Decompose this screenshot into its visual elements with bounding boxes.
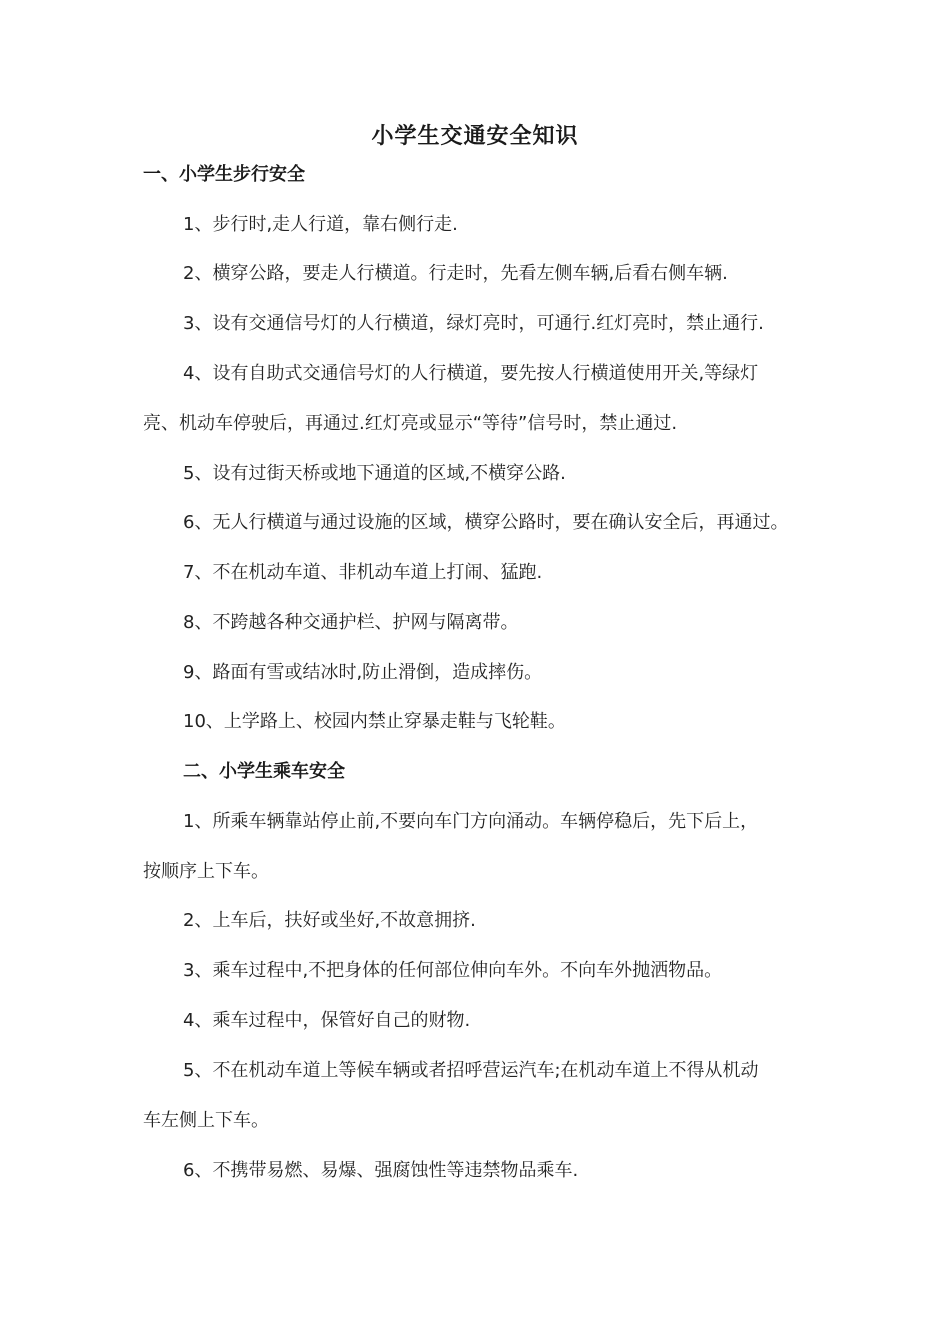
walking-item-5: 5、设有过街天桥或地下通道的区域,不横穿公路. [183, 463, 566, 484]
walking-item-1: 1、步行时,走人行道，靠右侧行走. [183, 214, 458, 235]
riding-item-6: 6、不携带易燃、易爆、强腐蚀性等违禁物品乘车. [183, 1160, 579, 1181]
section-heading-walking: 一、小学生步行安全 [143, 164, 305, 185]
walking-item-10: 10、上学路上、校园内禁止穿暴走鞋与飞轮鞋。 [183, 711, 566, 732]
walking-item-6: 6、无人行横道与通过设施的区域，横穿公路时，要在确认安全后，再通过。 [183, 512, 789, 533]
riding-item-2: 2、上车后，扶好或坐好,不故意拥挤. [183, 910, 476, 931]
walking-item-2: 2、横穿公路，要走人行横道。行走时，先看左侧车辆,后看右侧车辆. [183, 263, 728, 284]
riding-item-1-continued: 按顺序上下车。 [143, 861, 269, 882]
walking-item-9: 9、路面有雪或结冰时,防止滑倒，造成摔伤。 [183, 662, 543, 683]
riding-item-5: 5、不在机动车道上等候车辆或者招呼营运汽车;在机动车道上不得从机动 [183, 1060, 759, 1081]
riding-item-3: 3、乘车过程中,不把身体的任何部位伸向车外。不向车外抛洒物品。 [183, 960, 723, 981]
riding-item-1: 1、所乘车辆靠站停止前,不要向车门方向涌动。车辆停稳后，先下后上， [183, 811, 759, 832]
walking-item-3: 3、设有交通信号灯的人行横道，绿灯亮时，可通行.红灯亮时，禁止通行. [183, 313, 764, 334]
walking-item-4: 4、设有自助式交通信号灯的人行横道，要先按人行横道使用开关,等绿灯 [183, 363, 759, 384]
document-title: 小学生交通安全知识 [371, 123, 579, 149]
riding-item-5-continued: 车左侧上下车。 [143, 1110, 269, 1131]
walking-item-7: 7、不在机动车道、非机动车道上打闹、猛跑. [183, 562, 543, 583]
riding-item-4: 4、乘车过程中，保管好自己的财物. [183, 1010, 471, 1031]
walking-item-8: 8、不跨越各种交通护栏、护网与隔离带。 [183, 612, 519, 633]
walking-item-4-continued: 亮、机动车停驶后，再通过.红灯亮或显示“等待”信号时，禁止通过. [143, 413, 678, 434]
section-heading-riding: 二、小学生乘车安全 [183, 761, 345, 782]
